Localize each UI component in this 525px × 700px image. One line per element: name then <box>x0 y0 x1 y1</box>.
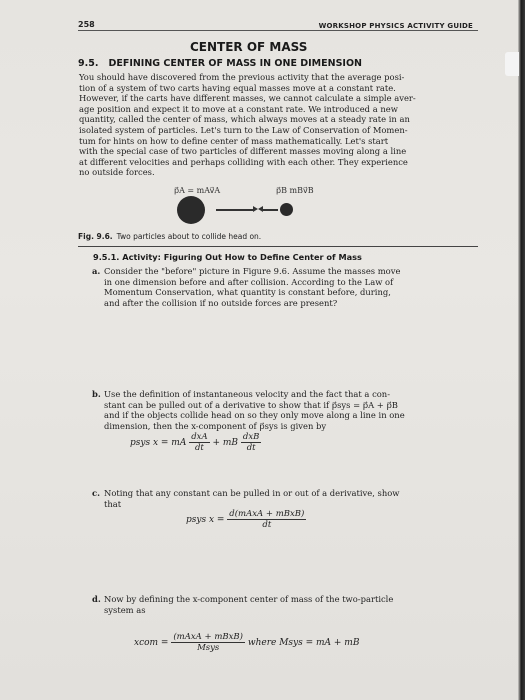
item-d-letter: d. <box>92 594 101 604</box>
item-b-line: Use the definition of instantaneous velocity and the fact that a con- <box>104 389 391 399</box>
page-edge <box>518 0 525 700</box>
item-d-line: Now by defining the x-component center of mass of the two-particle <box>104 594 394 604</box>
item-c <box>92 488 476 509</box>
intro-line: tion of a system of two carts having equal masses move at a constant rate. <box>79 82 396 93</box>
equation-d-rhs: where Msys = mA + mB <box>247 638 360 648</box>
item-b-letter: b. <box>92 389 101 399</box>
intro-line: no outside forces. <box>79 167 155 178</box>
section-heading <box>78 58 362 69</box>
intro-line: You should have discovered from the previous activity that the average posi- <box>79 72 405 82</box>
particle-a <box>177 196 205 224</box>
activity-title: Activity: Figuring Out How to Define Center of Mass <box>122 252 362 262</box>
equation-b-lhs: psys x = mA <box>130 438 187 448</box>
item-b <box>92 389 476 431</box>
intro-line: with the special case of two particles of different masses moving along a line <box>79 146 407 157</box>
intro-line: quantity, called the center of mass, which always moves at a steady rate in an <box>79 114 410 125</box>
page-number: 258 <box>78 20 95 29</box>
figure-caption <box>78 232 261 241</box>
fraction-denominator: dt <box>246 443 256 453</box>
velocity-a-arrow <box>216 209 254 211</box>
figure-caption-text: Two particles about to collide head on. <box>116 232 262 241</box>
particle-b-label: p⃗B mBv⃗B <box>276 186 314 195</box>
fraction-denominator: dt <box>262 520 272 530</box>
item-a-line: in one dimension before and after collision. According to the Law of <box>104 276 394 287</box>
equation-b <box>130 432 261 453</box>
fraction-numerator: (mAxA + mBxB) <box>173 632 243 642</box>
velocity-b-arrow <box>262 209 278 211</box>
equation-c <box>186 509 306 530</box>
equation-d-lhs: xcom = <box>134 638 169 648</box>
intro-line: tum for hints on how to define center of mass mathematically. Let's start <box>79 135 389 146</box>
fraction-numerator: d(mAxA + mBxB) <box>229 509 305 519</box>
particle-b <box>280 203 293 216</box>
item-c-line: that <box>104 498 122 509</box>
fraction-numerator: dxA <box>191 432 208 442</box>
fraction-numerator: dxB <box>242 432 260 442</box>
equation-c-lhs: psys x = <box>186 515 225 525</box>
item-b-line: dimension, then the x-component of p⃗sys is given by <box>104 420 327 431</box>
activity-heading <box>93 252 362 262</box>
page-title: CENTER OF MASS <box>190 40 308 54</box>
section-number: 9.5. <box>78 58 99 69</box>
equation-b-mid: + mB <box>212 438 239 448</box>
header-rule <box>78 30 478 31</box>
page-tab <box>505 52 519 76</box>
equation-b-fraction-a <box>189 432 209 453</box>
figure-number: Fig. 9.6. <box>78 232 113 241</box>
item-a-letter: a. <box>92 266 101 276</box>
intro-paragraph <box>79 72 474 178</box>
item-c-letter: c. <box>92 488 101 498</box>
equation-d-fraction <box>171 632 245 653</box>
item-c-line: Noting that any constant can be pulled in or out of a derivative, show <box>104 488 400 498</box>
item-d <box>92 594 476 615</box>
item-b-line: and if the objects collide head on so they only move along a line in one <box>104 410 405 421</box>
equation-c-fraction <box>227 509 306 530</box>
intro-line: isolated system of particles. Let's turn to the Law of Conservation of Momen- <box>79 124 408 135</box>
fraction-denominator: Msys <box>197 643 220 653</box>
fraction-denominator: dt <box>194 443 204 453</box>
intro-line: at different velocities and perhaps colliding with each other. They experience <box>79 156 408 167</box>
item-a-line: Momentum Conservation, what quantity is constant before, during, <box>104 287 391 298</box>
intro-line: However, if the carts have different masses, we cannot calculate a simple aver- <box>79 93 416 104</box>
item-a <box>92 266 476 308</box>
activity-rule <box>78 246 478 247</box>
item-a-line: Consider the "before" picture in Figure 9.6. Assume the masses move <box>104 266 401 276</box>
running-head: WORKSHOP PHYSICS ACTIVITY GUIDE <box>318 22 473 30</box>
equation-d <box>134 632 359 653</box>
section-title: DEFINING CENTER OF MASS IN ONE DIMENSION <box>108 58 362 69</box>
item-a-line: and after the collision if no outside forces are present? <box>104 297 338 308</box>
activity-number: 9.5.1. <box>93 252 120 262</box>
intro-line: age position and expect it to move at a constant rate. We introduced a new <box>79 103 398 114</box>
equation-b-fraction-b <box>241 432 261 453</box>
item-b-line: stant can be pulled out of a derivative to show that if p⃗sys = p⃗A + p⃗B <box>104 399 398 410</box>
item-d-line: system as <box>104 604 146 615</box>
particle-a-label: p⃗A = mAv⃗A <box>174 186 221 195</box>
